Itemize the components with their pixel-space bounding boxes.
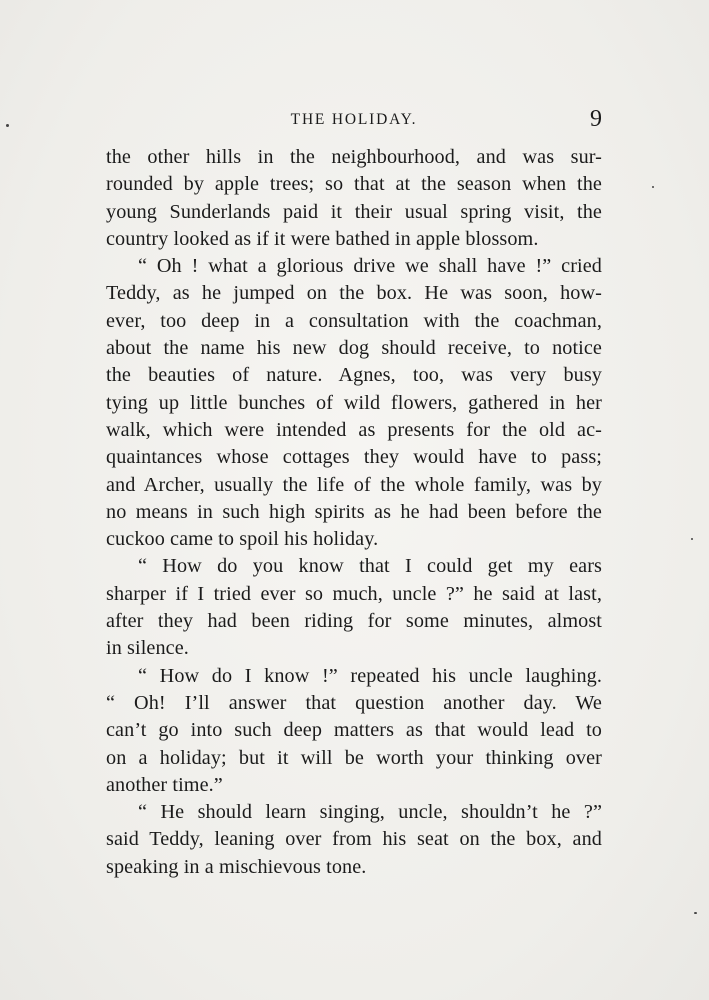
- text-line: ever, too deep in a consultation with the coachman,: [106, 309, 602, 332]
- text-line: sharper if I tried ever so much, uncle ?” he said at last,: [106, 582, 602, 605]
- running-head: [106, 108, 602, 138]
- paper-speck: [694, 912, 697, 914]
- text-line: another time.”: [106, 773, 223, 796]
- text-line: “ How do I know !” repeated his uncle laughing.: [138, 664, 602, 687]
- text-line: “ Oh ! what a glorious drive we shall have !” cried: [138, 255, 602, 278]
- text-line: walk, which were intended as presents for the old ac-: [106, 418, 602, 441]
- paper-speck: [652, 186, 654, 188]
- text-line: no means in such high spirits as he had been before the: [106, 500, 602, 523]
- text-line: can’t go into such deep matters as that would lead to: [106, 719, 602, 742]
- text-line: and Archer, usually the life of the whole family, was by: [106, 473, 602, 496]
- text-line: quaintances whose cottages they would have to pass;: [106, 446, 602, 469]
- text-line: the beauties of nature. Agnes, too, was very busy: [106, 364, 602, 387]
- text-line: speaking in a mischievous tone.: [106, 855, 367, 878]
- text-line: “ He should learn singing, uncle, shouldn’t he ?”: [138, 801, 602, 824]
- text-line: “ How do you know that I could get my ears: [138, 555, 602, 578]
- body-text: [106, 144, 602, 881]
- text-line: about the name his new dog should receive, to notice: [106, 337, 602, 360]
- text-line: cuckoo came to spoil his holiday.: [106, 528, 379, 551]
- text-line: young Sunderlands paid it their usual spring visit, the: [106, 200, 602, 223]
- running-title: THE HOLIDAY.: [290, 111, 418, 128]
- text-line: after they had been riding for some minutes, almost: [106, 610, 602, 633]
- text-line: country looked as if it were bathed in apple blossom.: [106, 227, 539, 250]
- page-number: 9: [590, 106, 602, 132]
- text-line: tying up little bunches of wild flowers, gathered in her: [106, 391, 602, 414]
- text-line: Teddy, as he jumped on the box. He was soon, how-: [106, 282, 602, 305]
- text-line: “ Oh! I’ll answer that question another day. We: [106, 691, 602, 714]
- paper-speck: [6, 124, 9, 127]
- paper-speck: [691, 538, 693, 540]
- text-line: rounded by apple trees; so that at the season when the: [106, 173, 602, 196]
- text-line: on a holiday; but it will be worth your thinking over: [106, 746, 602, 769]
- text-line: the other hills in the neighbourhood, and was sur-: [106, 146, 602, 168]
- text-line: said Teddy, leaning over from his seat on the box, and: [106, 828, 602, 851]
- text-line: in silence.: [106, 637, 189, 660]
